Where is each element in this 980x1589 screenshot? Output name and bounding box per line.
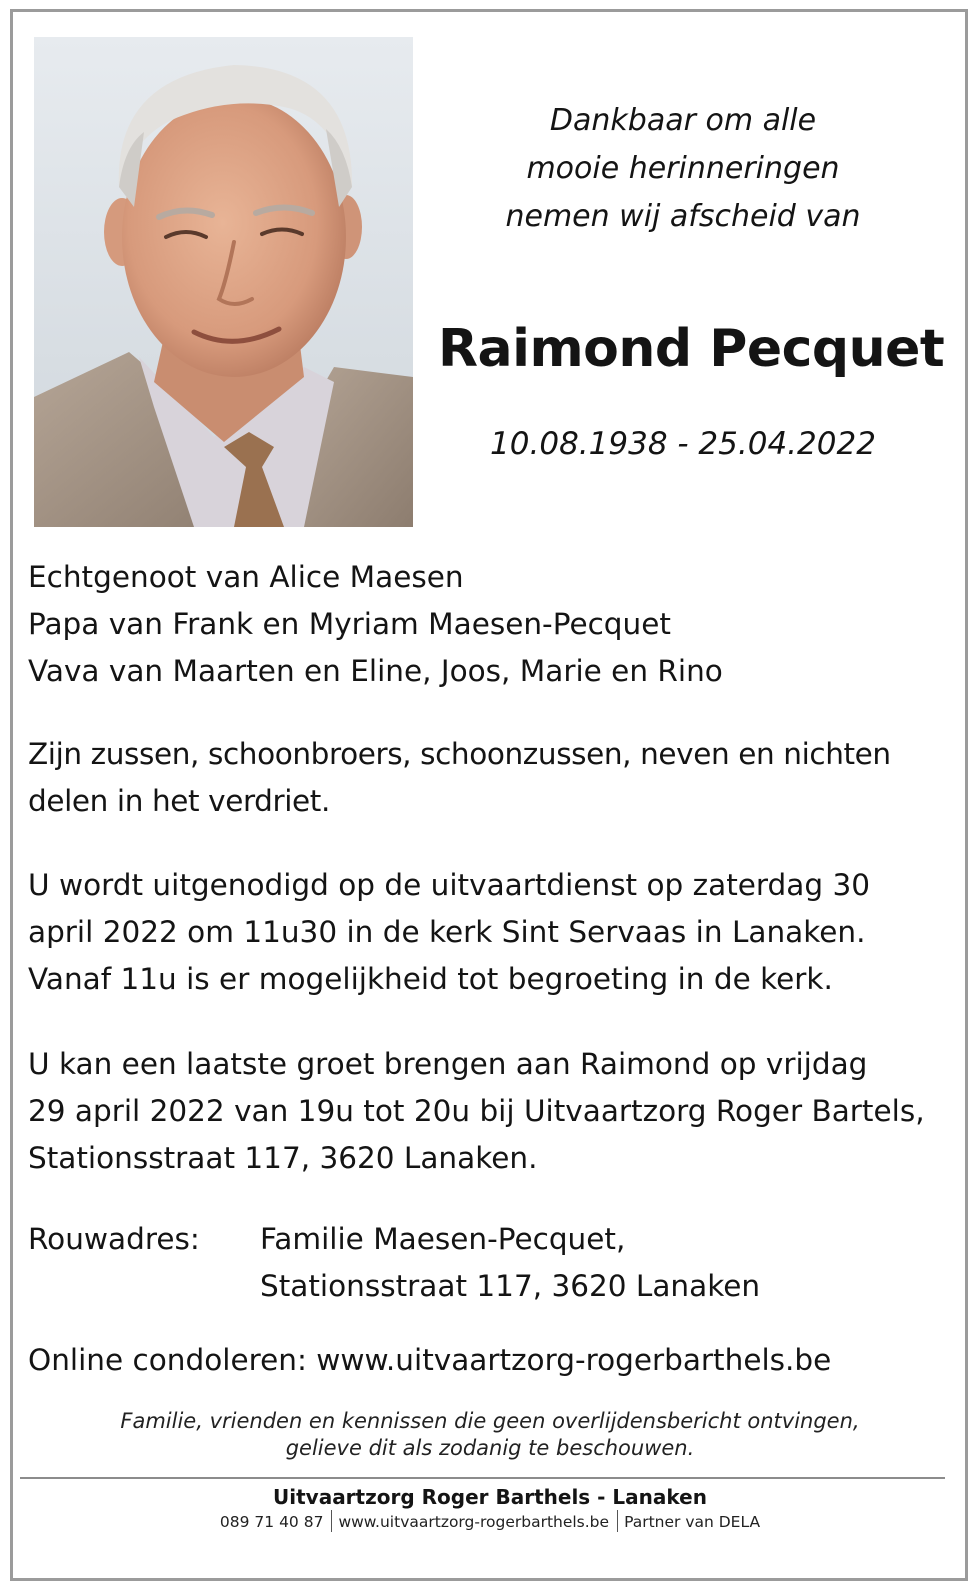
farewell-line: 29 april 2022 van 19u tot 20u bij Uitvaartzorg Roger Bartels, xyxy=(28,1094,925,1128)
notice-line: Familie, vrienden en kennissen die geen overlijdensbericht ontvingen, xyxy=(120,1409,860,1433)
intro-line: mooie herinneringen xyxy=(526,151,840,186)
family-line: Papa van Frank en Myriam Maesen-Pecquet xyxy=(28,607,671,641)
mourning-address-lines xyxy=(260,1216,760,1310)
farewell-section xyxy=(28,1041,948,1182)
notice-text xyxy=(20,1408,960,1462)
family-section xyxy=(28,554,948,695)
mourning-address-line: Familie Maesen-Pecquet, xyxy=(260,1222,626,1256)
funeral-home-name: Uitvaartzorg Roger Barthels - Lanaken xyxy=(273,1485,707,1509)
separator xyxy=(331,1510,332,1532)
footer-website: www.uitvaartzorg-rogerbarthels.be xyxy=(338,1513,610,1531)
relatives-section xyxy=(28,731,948,825)
deceased-name: Raimond Pecquet xyxy=(438,319,945,379)
footer-partner: Partner van DELA xyxy=(624,1513,761,1531)
life-dates: 10.08.1938 - 25.04.2022 xyxy=(490,426,876,462)
service-line: U wordt uitgenodigd op de uitvaartdienst op zaterdag 30 xyxy=(28,868,870,902)
farewell-line: U kan een laatste groet brengen aan Raimond op vrijdag xyxy=(28,1047,868,1081)
online-condolence: Online condoleren: www.uitvaartzorg-rogerbarthels.be xyxy=(28,1343,832,1377)
footer-divider xyxy=(20,1477,945,1479)
intro-text xyxy=(440,97,926,241)
service-section xyxy=(28,862,948,1003)
intro-line: nemen wij afscheid van xyxy=(505,199,861,234)
footer-phone: 089 71 40 87 xyxy=(219,1513,324,1531)
family-line: Vava van Maarten en Eline, Joos, Marie en Rino xyxy=(28,654,723,688)
intro-line: Dankbaar om alle xyxy=(549,103,817,138)
farewell-line: Stationsstraat 117, 3620 Lanaken. xyxy=(28,1141,538,1175)
service-line: april 2022 om 11u30 in de kerk Sint Servaas in Lanaken. xyxy=(28,915,866,949)
separator xyxy=(617,1510,618,1532)
mourning-address-label: Rouwadres: xyxy=(28,1222,200,1256)
mourning-address-line: Stationsstraat 117, 3620 Lanaken xyxy=(260,1269,761,1303)
relatives-line: Zijn zussen, schoonbroers, schoonzussen, neven en nichten xyxy=(28,737,891,771)
portrait-photo xyxy=(34,37,413,527)
footer-contact xyxy=(20,1510,960,1534)
relatives-line: delen in het verdriet. xyxy=(28,784,330,818)
service-line: Vanaf 11u is er mogelijkheid tot begroeting in de kerk. xyxy=(28,962,833,996)
family-line: Echtgenoot van Alice Maesen xyxy=(28,560,464,594)
notice-line: gelieve dit als zodanig te beschouwen. xyxy=(285,1436,695,1460)
